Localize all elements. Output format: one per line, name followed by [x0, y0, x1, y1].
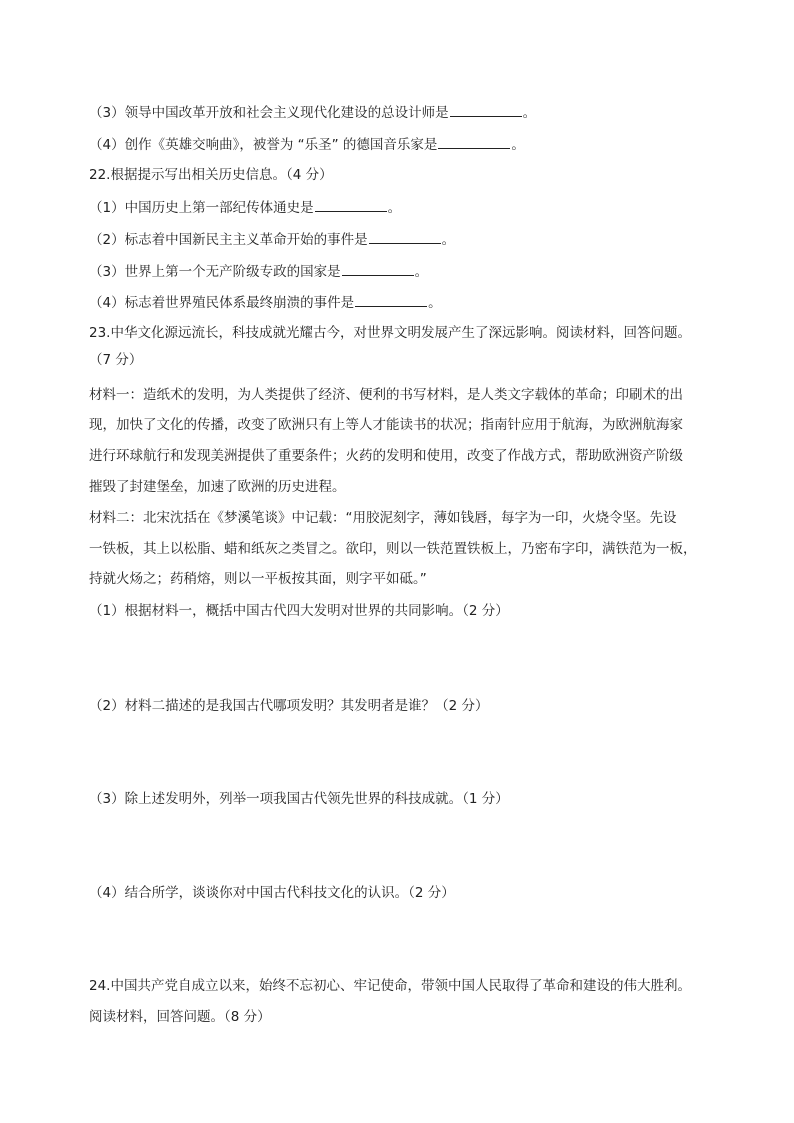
material-1-line-1: 材料一：造纸术的发明，为人类提供了经济、便利的书写材料，是人类文字载体的革命；印刷术的出 — [89, 387, 683, 403]
q22-3-end: 。 — [414, 264, 429, 280]
q22-heading: 22.根据提示写出相关历史信息。（4 分） — [89, 167, 333, 183]
q23-sub-1: （1）根据材料一，概括中国古代四大发明对世界的共同影响。（2 分） — [89, 603, 509, 619]
material-2-line-1: 材料二：北宋沈括在《梦溪笔谈》中记载：“用胶泥刻字，薄如钱唇，每字为一印，火烧令坚。先设 — [89, 510, 677, 526]
q23-sub-3: （3）除上述发明外，列举一项我国古代领先世界的科技成就。（1 分） — [89, 791, 509, 807]
q23-heading: 23.中华文化源远流长，科技成就光耀古今，对世界文明发展产生了深远影响。阅读材料，回答问题。 — [89, 325, 691, 341]
q22-3 — [89, 261, 428, 282]
q23-sub-4: （4）结合所学，谈谈你对中国古代科技文化的认识。（2 分） — [89, 885, 455, 901]
answer-blank[interactable] — [369, 229, 441, 244]
material-1-line-3: 进行环球航行和发现美洲提供了重要条件；火药的发明和使用，改变了作战方式，帮助欧洲资产阶级 — [89, 448, 683, 464]
q22-4 — [89, 292, 442, 313]
q22-3-text: （3）世界上第一个无产阶级专政的国家是 — [89, 264, 341, 280]
q21-3 — [89, 102, 536, 123]
q21-4-end: 。 — [511, 137, 525, 153]
q21-4-text: （4）创作《英雄交响曲》，被誉为 “乐圣” 的德国音乐家是 — [89, 137, 438, 153]
material-2-line-2: 一铁板，其上以松脂、蜡和纸灰之类冒之。欲印，则以一铁范置铁板上，乃密布字印，满铁范为一板， — [89, 541, 697, 557]
q22-4-end: 。 — [428, 295, 442, 311]
q21-3-text: （3）领导中国改革开放和社会主义现代化建设的总设计师是 — [89, 105, 449, 121]
material-1-line-2: 现，加快了文化的传播，改变了欧洲只有上等人才能读书的状况；指南针应用于航海，为欧洲航海家 — [89, 417, 683, 433]
material-2-line-3: 持就火炀之；药稍熔，则以一平板按其面，则字平如砥。” — [89, 571, 427, 587]
q22-1 — [89, 197, 401, 218]
q22-1-text: （1）中国历史上第一部纪传体通史是 — [89, 200, 314, 216]
q22-2 — [89, 229, 455, 250]
answer-blank[interactable] — [438, 134, 510, 149]
q23-sub-2: （2）材料二描述的是我国古代哪项发明？其发明者是谁？（2 分） — [89, 698, 489, 714]
q22-2-end: 。 — [441, 232, 456, 248]
answer-blank[interactable] — [450, 102, 522, 117]
q24-heading: 24.中国共产党自成立以来，始终不忘初心、牢记使命，带领中国人民取得了革命和建设的伟大胜利。 — [89, 978, 691, 994]
answer-blank[interactable] — [355, 292, 427, 307]
q22-1-end: 。 — [387, 200, 402, 216]
answer-blank[interactable] — [315, 197, 387, 212]
q22-4-text: （4）标志着世界殖民体系最终崩溃的事件是 — [89, 295, 355, 311]
material-1-line-4: 摧毁了封建堡垒，加速了欧洲的历史进程。 — [89, 479, 346, 495]
q22-2-text: （2）标志着中国新民主主义革命开始的事件是 — [89, 232, 368, 248]
q21-4 — [89, 134, 525, 155]
q23-points: （7 分） — [89, 352, 143, 368]
q21-3-end: 。 — [522, 105, 537, 121]
answer-blank[interactable] — [342, 261, 414, 276]
q24-instruction: 阅读材料，回答问题。（8 分） — [89, 1009, 271, 1025]
